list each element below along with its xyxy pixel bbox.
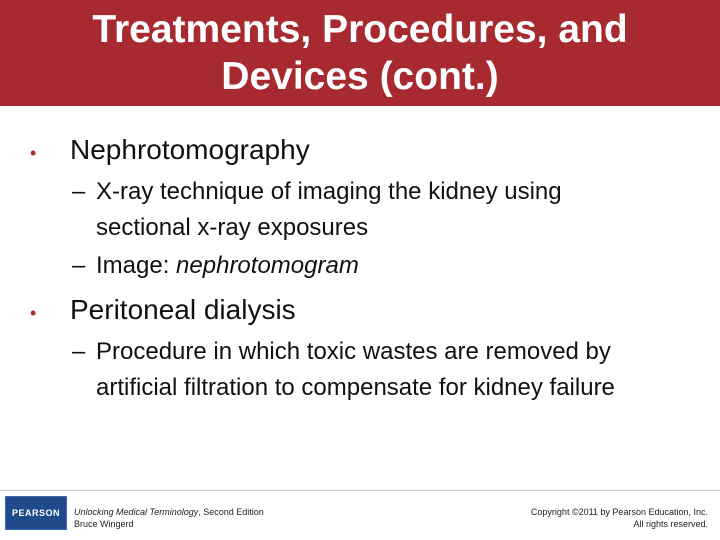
sub-bullet-line-2: artificial filtration to compensate for kidney failure: [96, 374, 615, 401]
pearson-logo: PEARSON: [5, 496, 67, 530]
sub-bullet-term: nephrotomogram: [176, 252, 359, 279]
book-edition: , Second Edition: [198, 507, 264, 517]
sub-bullet-text: [96, 174, 562, 246]
sub-bullet-prefix: Image:: [96, 252, 177, 279]
sub-bullet-line-1: Procedure in which toxic wastes are removed by: [96, 338, 611, 365]
slide-title-line-1: Treatments, Procedures, and: [92, 8, 628, 51]
bullet-nephrotomography: [30, 134, 310, 166]
bullet-dot-icon: •: [30, 143, 37, 163]
sub-bullet-definition: [72, 334, 615, 406]
sub-bullet-text: [96, 248, 359, 284]
bullet-label: Peritoneal dialysis: [70, 294, 296, 325]
sub-bullet-definition: [72, 174, 562, 246]
author: Bruce Wingerd: [74, 519, 134, 529]
dash-icon: –: [72, 338, 86, 365]
footer-copyright: [531, 506, 708, 530]
copyright-text: Copyright ©2011 by Pearson Education, Inc.: [530, 507, 708, 517]
footer-citation: [74, 506, 264, 530]
bullet-dot-icon: •: [30, 303, 37, 323]
dash-icon: –: [72, 178, 86, 205]
slide-footer: [0, 490, 720, 535]
rights-text: All rights reserved.: [633, 519, 708, 529]
bullet-peritoneal-dialysis: [30, 294, 296, 326]
slide-title-line-2: Devices (cont.): [221, 55, 499, 98]
sub-bullet-text: [96, 334, 615, 406]
sub-bullet-line-2: sectional x-ray exposures: [96, 214, 369, 241]
bullet-label: Nephrotomography: [70, 134, 310, 165]
sub-bullet-line-1: X-ray technique of imaging the kidney using: [96, 178, 562, 205]
dash-icon: –: [72, 252, 86, 279]
title-bar: [0, 0, 720, 106]
sub-bullet-image: [72, 248, 359, 284]
book-title: Unlocking Medical Terminology: [74, 507, 199, 517]
